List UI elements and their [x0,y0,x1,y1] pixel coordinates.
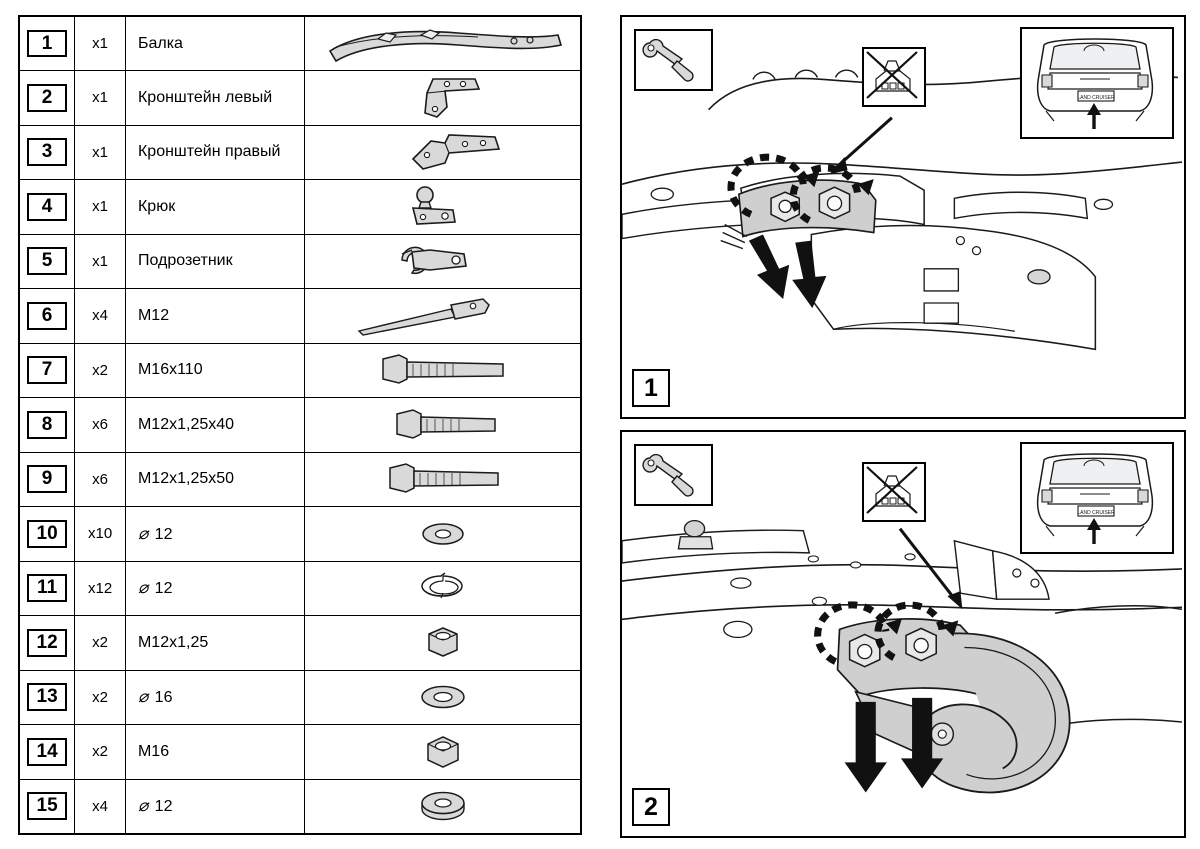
table-row [19,670,581,725]
part-image-cell [305,616,581,671]
part-name-cell [125,561,304,616]
item-number-cell [19,289,75,344]
diameter-symbol: ⌀ [137,687,149,707]
car-rear-view-icon [1022,444,1168,548]
quantity-cell: x4 [75,289,126,344]
left-bracket-icon [305,73,580,123]
part-name-cell: M12x1,25x40 [125,398,304,453]
item-number-badge: 9 [27,465,67,493]
quantity-cell: x2 [75,670,126,725]
quantity-cell: x2 [75,343,126,398]
item-number-badge: 5 [27,247,67,275]
part-image-cell [305,180,581,235]
part-name-text: 16 [150,689,173,707]
quantity-cell: x4 [75,779,126,834]
quantity-cell: x6 [75,452,126,507]
part-image-cell [305,234,581,289]
quantity-cell: x1 [75,234,126,289]
right-bracket-icon [305,127,580,177]
item-number-cell [19,16,75,71]
bolt-icon [305,454,580,504]
part-name-cell: Кронштейн правый [125,125,304,180]
part-name-cell [125,779,304,834]
svg-text:LAND CRUISER: LAND CRUISER [1077,510,1115,516]
quantity-cell: x12 [75,561,126,616]
quantity-cell: x1 [75,71,126,126]
table-row [19,343,581,398]
item-number-badge: 3 [27,138,67,166]
part-name-cell: Крюк [125,180,304,235]
item-number-badge: 8 [27,411,67,439]
socket-plate-icon [305,236,580,286]
nut-icon [305,620,580,666]
item-number-cell [19,234,75,289]
part-image-cell [305,16,581,71]
part-name-cell: Балка [125,16,304,71]
quantity-cell: x6 [75,398,126,453]
parts-table [18,15,582,835]
item-number-cell [19,452,75,507]
table-row [19,452,581,507]
nut-icon [305,729,580,775]
item-number-cell [19,180,75,235]
table-row [19,398,581,453]
quantity-cell: x1 [75,180,126,235]
part-image-cell [305,670,581,725]
item-number-cell [19,725,75,780]
item-number-cell [19,398,75,453]
thick-washer-icon [305,783,580,829]
spring-washer-icon [305,565,580,611]
part-image-cell [305,125,581,180]
quantity-cell: x1 [75,16,126,71]
item-number-cell [19,561,75,616]
table-row [19,71,581,126]
table-row [19,16,581,71]
item-number-badge: 6 [27,302,67,330]
car-rear-view-icon [1022,29,1168,133]
wrench-icon [636,446,707,500]
item-number-cell [19,125,75,180]
bolt-icon [305,400,580,450]
item-number-badge: 12 [27,629,67,657]
step-badge: 2 [632,788,670,826]
quantity-cell: x10 [75,507,126,562]
item-number-badge: 4 [27,193,67,221]
no-grease-crossed-icon [864,464,920,516]
part-name-text: 12 [150,580,173,598]
table-row [19,180,581,235]
item-number-cell [19,71,75,126]
item-number-badge: 1 [27,30,67,58]
item-number-badge: 7 [27,356,67,384]
table-row [19,125,581,180]
part-image-cell [305,398,581,453]
table-row [19,779,581,834]
part-name-cell: Подрозетник [125,234,304,289]
part-name-text: 12 [150,798,173,815]
part-image-cell [305,507,581,562]
part-name-cell [125,670,304,725]
part-name-cell: M12x1,25 [125,616,304,671]
part-image-cell [305,343,581,398]
table-row [19,234,581,289]
part-name-cell: M16x110 [125,343,304,398]
tow-ball-icon [305,182,580,232]
quantity-cell: x2 [75,725,126,780]
item-number-badge: 13 [27,683,67,711]
part-name-cell: Кронштейн левый [125,71,304,126]
part-name-text: 12 [150,525,173,543]
item-number-badge: 2 [27,84,67,112]
part-image-cell [305,289,581,344]
diameter-symbol: ⌀ [137,578,149,598]
quantity-cell: x2 [75,616,126,671]
part-name-cell [125,507,304,562]
part-image-cell [305,561,581,616]
bolt-icon [305,345,580,395]
item-number-badge: 15 [27,792,67,820]
part-image-cell [305,725,581,780]
step-2-panel [620,430,1186,838]
step-1-panel [620,15,1186,419]
tool-inset-box [634,444,713,506]
wrench-icon [636,31,707,85]
car-rear-inset-box [1020,27,1174,139]
car-rear-inset-box [1020,442,1174,554]
flat-washer-icon [305,674,580,720]
diameter-symbol: ⌀ [137,796,149,815]
table-row [19,507,581,562]
part-name-cell: M12x1,25x50 [125,452,304,507]
step-badge: 1 [632,369,670,407]
part-image-cell [305,71,581,126]
item-number-cell [19,670,75,725]
diameter-symbol: ⌀ [137,523,149,543]
no-grease-crossed-icon [864,49,920,101]
flat-washer-icon [305,511,580,557]
item-number-cell [19,616,75,671]
table-row [19,725,581,780]
part-image-cell [305,452,581,507]
svg-text:LAND CRUISER: LAND CRUISER [1077,95,1115,101]
part-name-cell: M16 [125,725,304,780]
table-row [19,561,581,616]
quantity-cell: x1 [75,125,126,180]
no-grease-inset-box [862,462,926,522]
item-number-cell [19,507,75,562]
tool-inset-box [634,29,713,91]
item-number-badge: 14 [27,738,67,766]
table-row [19,616,581,671]
item-number-cell [19,343,75,398]
no-grease-inset-box [862,47,926,107]
item-number-cell [19,779,75,834]
table-row [19,289,581,344]
part-name-cell: M12 [125,289,304,344]
crossbar-icon [305,21,580,67]
item-number-badge: 10 [27,520,67,548]
long-bolt-icon [305,291,580,341]
item-number-badge: 11 [27,574,67,602]
part-image-cell [305,779,581,834]
